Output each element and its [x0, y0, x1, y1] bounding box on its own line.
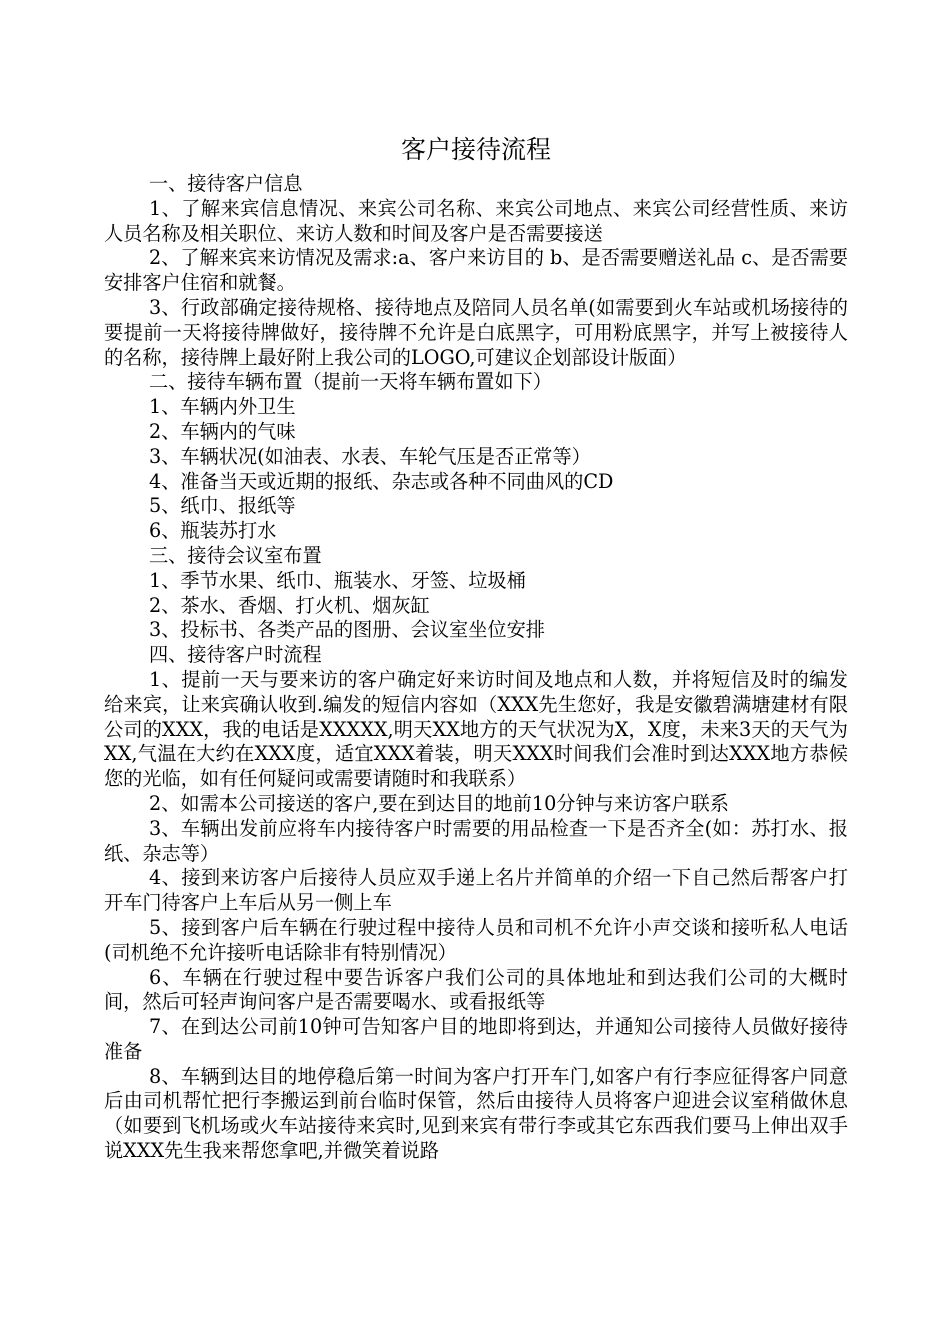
- paragraph: 2、茶水、香烟、打火机、烟灰缸: [149, 593, 430, 617]
- paragraph: 2、了解来宾来访情况及需求:a、客户来访目的 b、是否需要赠送礼品 c、是否需要安排客户住宿和就餐。: [104, 246, 848, 295]
- paragraph: 3、行政部确定接待规格、接待地点及陪同人员名单(如需要到火车站或机场接待的要提前一天将接待牌做好，接待牌不允许是白底黑字，可用粉底黑字，并写上被接待人的名称，接待牌上最好附上我公司的LOGO,可建议企划部设计版面）: [104, 295, 848, 369]
- paragraph: 6、瓶装苏打水: [149, 519, 277, 543]
- paragraph: 四、接待客户时流程: [149, 643, 322, 667]
- paragraph: 2、车辆内的气味: [149, 419, 296, 443]
- paragraph: 3、投标书、各类产品的图册、会议室坐位安排: [149, 618, 545, 642]
- paragraph: 三、接待会议室布置: [149, 543, 322, 567]
- document-page: [104, 0, 848, 1164]
- paragraph: 8、车辆到达目的地停稳后第一时间为客户打开车门,如客户有行李应征得客户同意后由司机帮忙把行李搬运到前台临时保管，然后由接待人员将客户迎进会议室稍做休息（如要到飞机场或火车站接待来宾时,见到来宾有带行李或其它东西我们要马上伸出双手说XXX先生我来帮您拿吧,并微笑着说路: [104, 1064, 848, 1163]
- paragraph: 5、接到客户后车辆在行驶过程中接待人员和司机不允许小声交谈和接听私人电话(司机绝不允许接听电话除非有特别情况）: [104, 915, 848, 964]
- paragraph: 7、在到达公司前10钟可告知客户目的地即将到达，并通知公司接待人员做好接待准备: [104, 1015, 848, 1063]
- paragraph: 2、如需本公司接送的客户,要在到达目的地前10分钟与来访客户联系: [149, 791, 729, 815]
- paragraph: 4、接到来访客户后接待人员应双手递上名片并简单的介绍一下自己然后帮客户打开车门待客户上车后从另一侧上车: [104, 866, 848, 915]
- paragraph: 3、车辆出发前应将车内接待客户时需要的用品检查一下是否齐全(如：苏打水、报纸、杂志等）: [104, 816, 848, 865]
- paragraph: 4、准备当天或近期的报纸、杂志或各种不同曲风的CD: [149, 469, 614, 493]
- paragraph: 5、纸巾、报纸等: [149, 494, 296, 518]
- paragraph: 6、车辆在行驶过程中要告诉客户我们公司的具体地址和到达我们公司的大概时间，然后可轻声询问客户是否需要喝水、或看报纸等: [104, 965, 848, 1014]
- paragraph: 3、车辆状况(如油表、水表、车轮气压是否正常等）: [149, 444, 591, 468]
- document-body: [104, 172, 848, 1164]
- paragraph: 二、接待车辆布置（提前一天将车辆布置如下）: [149, 370, 552, 394]
- paragraph: 一、接待客户信息: [149, 172, 303, 195]
- paragraph: 1、提前一天与要来访的客户确定好来访时间及地点和人数，并将短信及时的编发给来宾，让来宾确认收到.编发的短信内容如（XXX先生您好，我是安徽碧满塘建材有限公司的XXX，我的电话是XXXXX,明天XX地方的天气状况为X，X度，未来3天的天气为XX,气温在大约在XXX度，适宜XXX着装，明天XXX时间我们会准时到达XXX地方恭候您的光临，如有任何疑问或需要请随时和我联系）: [104, 667, 848, 791]
- paragraph: 1、季节水果、纸巾、瓶装水、牙签、垃圾桶: [149, 568, 526, 592]
- paragraph: 1、车辆内外卫生: [149, 395, 296, 419]
- document-title: 客户接待流程: [400, 135, 551, 164]
- paragraph: 1、了解来宾信息情况、来宾公司名称、来宾公司地点、来宾公司经营性质、来访人员名称及相关职位、来访人数和时间及客户是否需要接送: [104, 196, 848, 245]
